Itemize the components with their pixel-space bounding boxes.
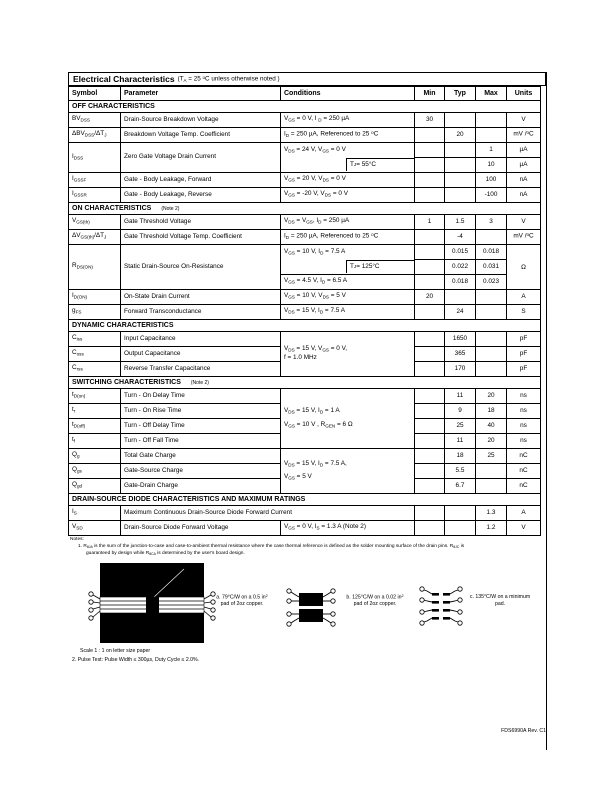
units-cell: nC [507, 449, 541, 464]
parameter-cell: Gate Threshold Voltage [121, 215, 281, 230]
symbol-cell: $t_{D(off)}$ [69, 419, 121, 434]
typ-cell [445, 521, 476, 536]
typ-cell: 5.5 [445, 464, 476, 479]
table-row-vgsth [69, 215, 541, 230]
table-row-is [69, 506, 541, 521]
max-cell: 1 [476, 143, 507, 158]
units-cell: nC [507, 479, 541, 494]
typ-cell [445, 188, 476, 203]
min-cell [415, 128, 445, 143]
units-cell: ns [507, 419, 541, 434]
min-cell [415, 245, 445, 260]
col-conditions: Conditions [281, 87, 415, 101]
typ-cell: 24 [445, 305, 476, 320]
symbol-cell: $R_{DS(ON)}$ [69, 245, 121, 290]
symbol-cell: $Q_{gd}$ [69, 479, 121, 494]
parameter-cell: Gate-Source Charge [121, 464, 281, 479]
max-cell: 10 [476, 158, 507, 173]
units-cell: ns [507, 434, 541, 449]
units-cell: ns [507, 404, 541, 419]
diagram-a-label-line-2: pad of 2oz copper. [220, 601, 264, 608]
conditions-cell [281, 158, 415, 173]
min-cell [415, 419, 445, 434]
min-cell [415, 464, 445, 479]
table-header-row [69, 87, 541, 101]
min-cell [415, 143, 445, 158]
section-on-characteristics [69, 203, 541, 215]
conditions-cell [281, 389, 415, 449]
min-cell [415, 389, 445, 404]
min-cell: 30 [415, 113, 445, 128]
max-cell: 40 [476, 419, 507, 434]
parameter-cell: Total Gate Charge [121, 449, 281, 464]
section-off-characteristics [69, 101, 541, 113]
section-switching-label: SWITCHING CHARACTERISTICS [72, 378, 181, 386]
units-cell: Ω [507, 245, 541, 290]
electrical-characteristics-table [68, 86, 541, 536]
min-cell [415, 479, 445, 494]
table-row-vsd [69, 521, 541, 536]
max-cell: 0.023 [476, 275, 507, 290]
condition-line: $V_{GS} = 10$ V , $R_{GEN} = 6$ Ω [284, 420, 353, 428]
units-cell: A [507, 506, 541, 521]
conditions-cell: $V_{GS} = 20$ V, $V_{DS} = 0$ V [281, 173, 415, 188]
typ-cell: 11 [445, 389, 476, 404]
min-cell [415, 260, 445, 275]
diagram-b-label-line-2: pad of 2oz copper. [353, 601, 397, 608]
parameter-cell: Zero Gate Voltage Drain Current [121, 143, 281, 173]
typ-cell: 25 [445, 419, 476, 434]
max-cell: 20 [476, 389, 507, 404]
parameter-cell: Turn - On Rise Time [121, 404, 281, 419]
col-units: Units [507, 87, 541, 101]
parameter-cell: Turn - Off Delay Time [121, 419, 281, 434]
typ-cell: -4 [445, 230, 476, 245]
conditions-cell: $V_{GS} = -20$ V, $V_{DS} = 0$ V [281, 188, 415, 203]
typ-cell: 0.022 [445, 260, 476, 275]
typ-cell [445, 143, 476, 158]
diagram-a-label [200, 594, 284, 608]
electrical-characteristics-title [68, 72, 546, 86]
conditions-cell [281, 260, 415, 275]
table-row-bvdss [69, 113, 541, 128]
min-cell [415, 332, 445, 347]
min-cell [415, 158, 445, 173]
min-cell [415, 305, 445, 320]
parameter-cell: Breakdown Voltage Temp. Coefficient [121, 128, 281, 143]
parameter-cell: Gate - Body Leakage, Forward [121, 173, 281, 188]
units-cell: µA [507, 158, 541, 173]
table-row-gfs [69, 305, 541, 320]
conditions-cell [281, 449, 415, 494]
table-row-tdon [69, 389, 541, 404]
col-symbol: Symbol [69, 87, 121, 101]
section-note-ref: (Note 2) [161, 205, 180, 212]
diagram-c-label-line-1: c. 135°C/W on a minimum [469, 594, 531, 600]
parameter-cell: Static Drain-Source On-Resistance [121, 245, 281, 290]
min-cell [415, 230, 445, 245]
sub-condition-box: T J = 125°C [346, 260, 414, 273]
units-cell: mV /$^o$C [507, 230, 541, 245]
parameter-cell: Turn - Off Fall Time [121, 434, 281, 449]
units-cell: ns [507, 389, 541, 404]
title-conditions-text: ($T_A = 25$ $^o$C unless otherwise noted ) [177, 75, 280, 83]
parameter-cell: Maximum Continuous Drain-Source Diode Forward Current [121, 506, 415, 521]
units-cell: pF [507, 362, 541, 377]
condition-line: $V_{GS} = 5$ V [284, 473, 312, 481]
table-row-rdson [69, 245, 541, 260]
thermal-pad-diagram-c [415, 585, 467, 629]
parameter-cell: Gate Threshold Voltage Temp. Coefficient [121, 230, 281, 245]
condition-line: $V_{DS} = 15$ V, $V_{GS} = 0$ V, [284, 345, 348, 353]
conditions-cell: $V_{GS} = 0$ V, $I_S = 1.3$ A (Note 2) [281, 521, 415, 536]
typ-cell: 170 [445, 362, 476, 377]
min-cell [415, 173, 445, 188]
section-off-label: OFF CHARACTERISTICS [72, 102, 155, 110]
max-cell [476, 464, 507, 479]
max-cell [476, 479, 507, 494]
diagram-c-label-line-2: pad. [494, 601, 506, 608]
symbol-cell: $\Delta V_{GS(th)}/\Delta T_J$ [69, 230, 121, 245]
typ-cell [445, 290, 476, 305]
sub-condition-box: T J = 55°C [346, 158, 414, 171]
conditions-cell: $V_{DS} = 24$ V, $V_{GS} = 0$ V [281, 143, 415, 158]
typ-cell: 18 [445, 449, 476, 464]
table-row-ciss [69, 332, 541, 347]
min-cell [415, 434, 445, 449]
units-cell: V [507, 113, 541, 128]
min-cell [415, 188, 445, 203]
symbol-cell: $I_{D(ON)}$ [69, 290, 121, 305]
max-cell [476, 332, 507, 347]
parameter-cell: Gate-Drain Charge [121, 479, 281, 494]
table-row-qg [69, 449, 541, 464]
units-cell: nA [507, 173, 541, 188]
typ-cell: 6.7 [445, 479, 476, 494]
diagram-b-label-line-1: b. 125°C/W on a 0.02 $in^2$ [346, 594, 404, 601]
units-cell: nA [507, 188, 541, 203]
conditions-cell [281, 332, 415, 377]
note-1-line-1: 1. $R_{\theta JA}$ is the sum of the junction-to-case and case-to-ambient thermal resistance where the case thermal reference is defined as the solder mounting surface of the drain pins. $R_{\theta JC}$ is [78, 544, 465, 550]
max-cell [476, 362, 507, 377]
section-label [69, 377, 541, 389]
units-cell: pF [507, 332, 541, 347]
units-cell: A [507, 290, 541, 305]
max-cell: 0.031 [476, 260, 507, 275]
table-row-dvgsth [69, 230, 541, 245]
units-cell: S [507, 305, 541, 320]
section-dynamic-characteristics [69, 320, 541, 332]
typ-cell: 365 [445, 347, 476, 362]
parameter-cell: Turn - On Delay Time [121, 389, 281, 404]
title-text: Electrical Characteristics [73, 74, 175, 84]
section-on-label: ON CHARACTERISTICS [72, 204, 152, 212]
table-row-idon [69, 290, 541, 305]
symbol-cell: $BV_{DSS}$ [69, 113, 121, 128]
max-cell: 1.2 [476, 521, 507, 536]
max-cell [476, 230, 507, 245]
min-cell [415, 275, 445, 290]
parameter-cell: On-State Drain Current [121, 290, 281, 305]
section-label [69, 203, 541, 215]
units-cell: pF [507, 347, 541, 362]
symbol-cell: $I_S$ [69, 506, 121, 521]
typ-cell: 1650 [445, 332, 476, 347]
col-max: Max [476, 87, 507, 101]
col-parameter: Parameter [121, 87, 281, 101]
typ-cell: 1.5 [445, 215, 476, 230]
typ-cell: 9 [445, 404, 476, 419]
conditions-cell: $I_D = 250$ µA, Referenced to 25 $^o$C [281, 128, 415, 143]
symbol-cell: $V_{SD}$ [69, 521, 121, 536]
parameter-cell: Drain-Source Diode Forward Voltage [121, 521, 281, 536]
symbol-cell: $g_{FS}$ [69, 305, 121, 320]
max-cell: 1.3 [476, 506, 507, 521]
page-footer-revision: FDS6990A Rev. C1 [501, 728, 546, 734]
symbol-cell: $Q_{gs}$ [69, 464, 121, 479]
scale-note: Scale 1 : 1 on letter size paper [80, 648, 151, 654]
section-dynamic-label: DYNAMIC CHARACTERISTICS [72, 321, 174, 329]
min-cell: 1 [415, 215, 445, 230]
max-cell [476, 113, 507, 128]
notes-heading: Notes: [70, 537, 84, 542]
typ-cell: 20 [445, 128, 476, 143]
symbol-cell: $I_{DSS}$ [69, 143, 121, 173]
note-1-line-2: guaranteed by design while $R_{\theta CA}$ is determined by the user's board design. [86, 551, 245, 557]
parameter-cell: Drain-Source Breakdown Voltage [121, 113, 281, 128]
min-cell [415, 404, 445, 419]
section-label [69, 101, 541, 113]
typ-cell: 0.015 [445, 245, 476, 260]
typ-cell [445, 173, 476, 188]
parameter-cell: Input Capacitance [121, 332, 281, 347]
typ-cell: 0.018 [445, 275, 476, 290]
section-diode-characteristics [69, 494, 541, 506]
symbol-cell: $t_f$ [69, 434, 121, 449]
typ-cell [445, 158, 476, 173]
table-row-idss [69, 143, 541, 158]
condition-line: $V_{DS} = 15$ V, $I_D = 1$ A [284, 407, 340, 415]
max-cell: 20 [476, 434, 507, 449]
conditions-cell: $V_{GS} = 4.5$ V, $I_D = 6.5$ A [281, 275, 415, 290]
col-typ: Typ [445, 87, 476, 101]
typ-cell [445, 113, 476, 128]
max-cell [476, 305, 507, 320]
max-cell: 0.018 [476, 245, 507, 260]
condition-line: $V_{DS} = 15$ V, $I_D = 7.5$ A, [284, 459, 347, 468]
min-cell [415, 347, 445, 362]
diagram-b-label [330, 594, 420, 608]
typ-cell [445, 506, 476, 521]
conditions-cell: $V_{GS} = 10$ V, $I_D = 7.5$ A [281, 245, 415, 260]
units-cell: V [507, 215, 541, 230]
max-cell: 18 [476, 404, 507, 419]
col-min: Min [415, 87, 445, 101]
section-switching-characteristics [69, 377, 541, 389]
max-cell [476, 290, 507, 305]
thermal-pad-diagram-a [84, 561, 218, 647]
max-cell: 3 [476, 215, 507, 230]
page-frame-line [546, 72, 547, 750]
min-cell [415, 506, 445, 521]
parameter-cell: Gate - Body Leakage, Reverse [121, 188, 281, 203]
section-label [69, 494, 541, 506]
section-label [69, 320, 541, 332]
symbol-cell: $V_{GS(th)}$ [69, 215, 121, 230]
symbol-cell: $C_{iss}$ [69, 332, 121, 347]
diagram-a-label-line-1: a. 79°C/W on a 0.5 $in^2$ [216, 594, 268, 601]
min-cell: 20 [415, 290, 445, 305]
table-row-igssr [69, 188, 541, 203]
units-cell: µA [507, 143, 541, 158]
min-cell [415, 521, 445, 536]
max-cell: 25 [476, 449, 507, 464]
conditions-cell: $I_D = 250$ µA, Referenced to 25 $^o$C [281, 230, 415, 245]
table-row-igssf [69, 173, 541, 188]
parameter-cell: Reverse Transfer Capacitance [121, 362, 281, 377]
conditions-cell: $V_{DS} = 15$ V, $I_D = 7.5$ A [281, 305, 415, 320]
min-cell [415, 449, 445, 464]
typ-cell: 11 [445, 434, 476, 449]
symbol-cell: $Q_g$ [69, 449, 121, 464]
symbol-cell: $C_{oss}$ [69, 347, 121, 362]
diagram-c-label [462, 594, 538, 608]
min-cell [415, 362, 445, 377]
max-cell [476, 128, 507, 143]
units-cell: mV /$^o$C [507, 128, 541, 143]
parameter-cell: Forward Transconductance [121, 305, 281, 320]
symbol-cell: $t_{D(on)}$ [69, 389, 121, 404]
section-diode-label: DRAIN-SOURCE DIODE CHARACTERISTICS AND MAXIMUM RATINGS [72, 495, 306, 503]
units-cell: V [507, 521, 541, 536]
max-cell: -100 [476, 188, 507, 203]
conditions-cell: $V_{GS} = 0$ V, I $_D$ = 250 µA [281, 113, 415, 128]
symbol-cell: $\Delta BV_{DSS}/\Delta T_J$ [69, 128, 121, 143]
max-cell [476, 347, 507, 362]
max-cell: 100 [476, 173, 507, 188]
symbol-cell: $I_{GSSF}$ [69, 173, 121, 188]
symbol-cell: $I_{GSSR}$ [69, 188, 121, 203]
condition-line: f = 1.0 MHz [284, 354, 317, 362]
units-cell: nC [507, 464, 541, 479]
conditions-cell: $V_{DS} = V_{GS}$, $I_D = 250$ µA [281, 215, 415, 230]
note-2: 2. Pulse Test: Pulse Width ≤ 300µs, Duty Cycle ≤ 2.0%. [72, 657, 200, 663]
table-row-dbvdss [69, 128, 541, 143]
parameter-cell: Output Capacitance [121, 347, 281, 362]
symbol-cell: $t_r$ [69, 404, 121, 419]
section-note-ref: (Note 2) [190, 379, 209, 386]
conditions-cell: $V_{GS} = 10$ V, $V_{DS} = 5$ V [281, 290, 415, 305]
symbol-cell: $C_{rss}$ [69, 362, 121, 377]
